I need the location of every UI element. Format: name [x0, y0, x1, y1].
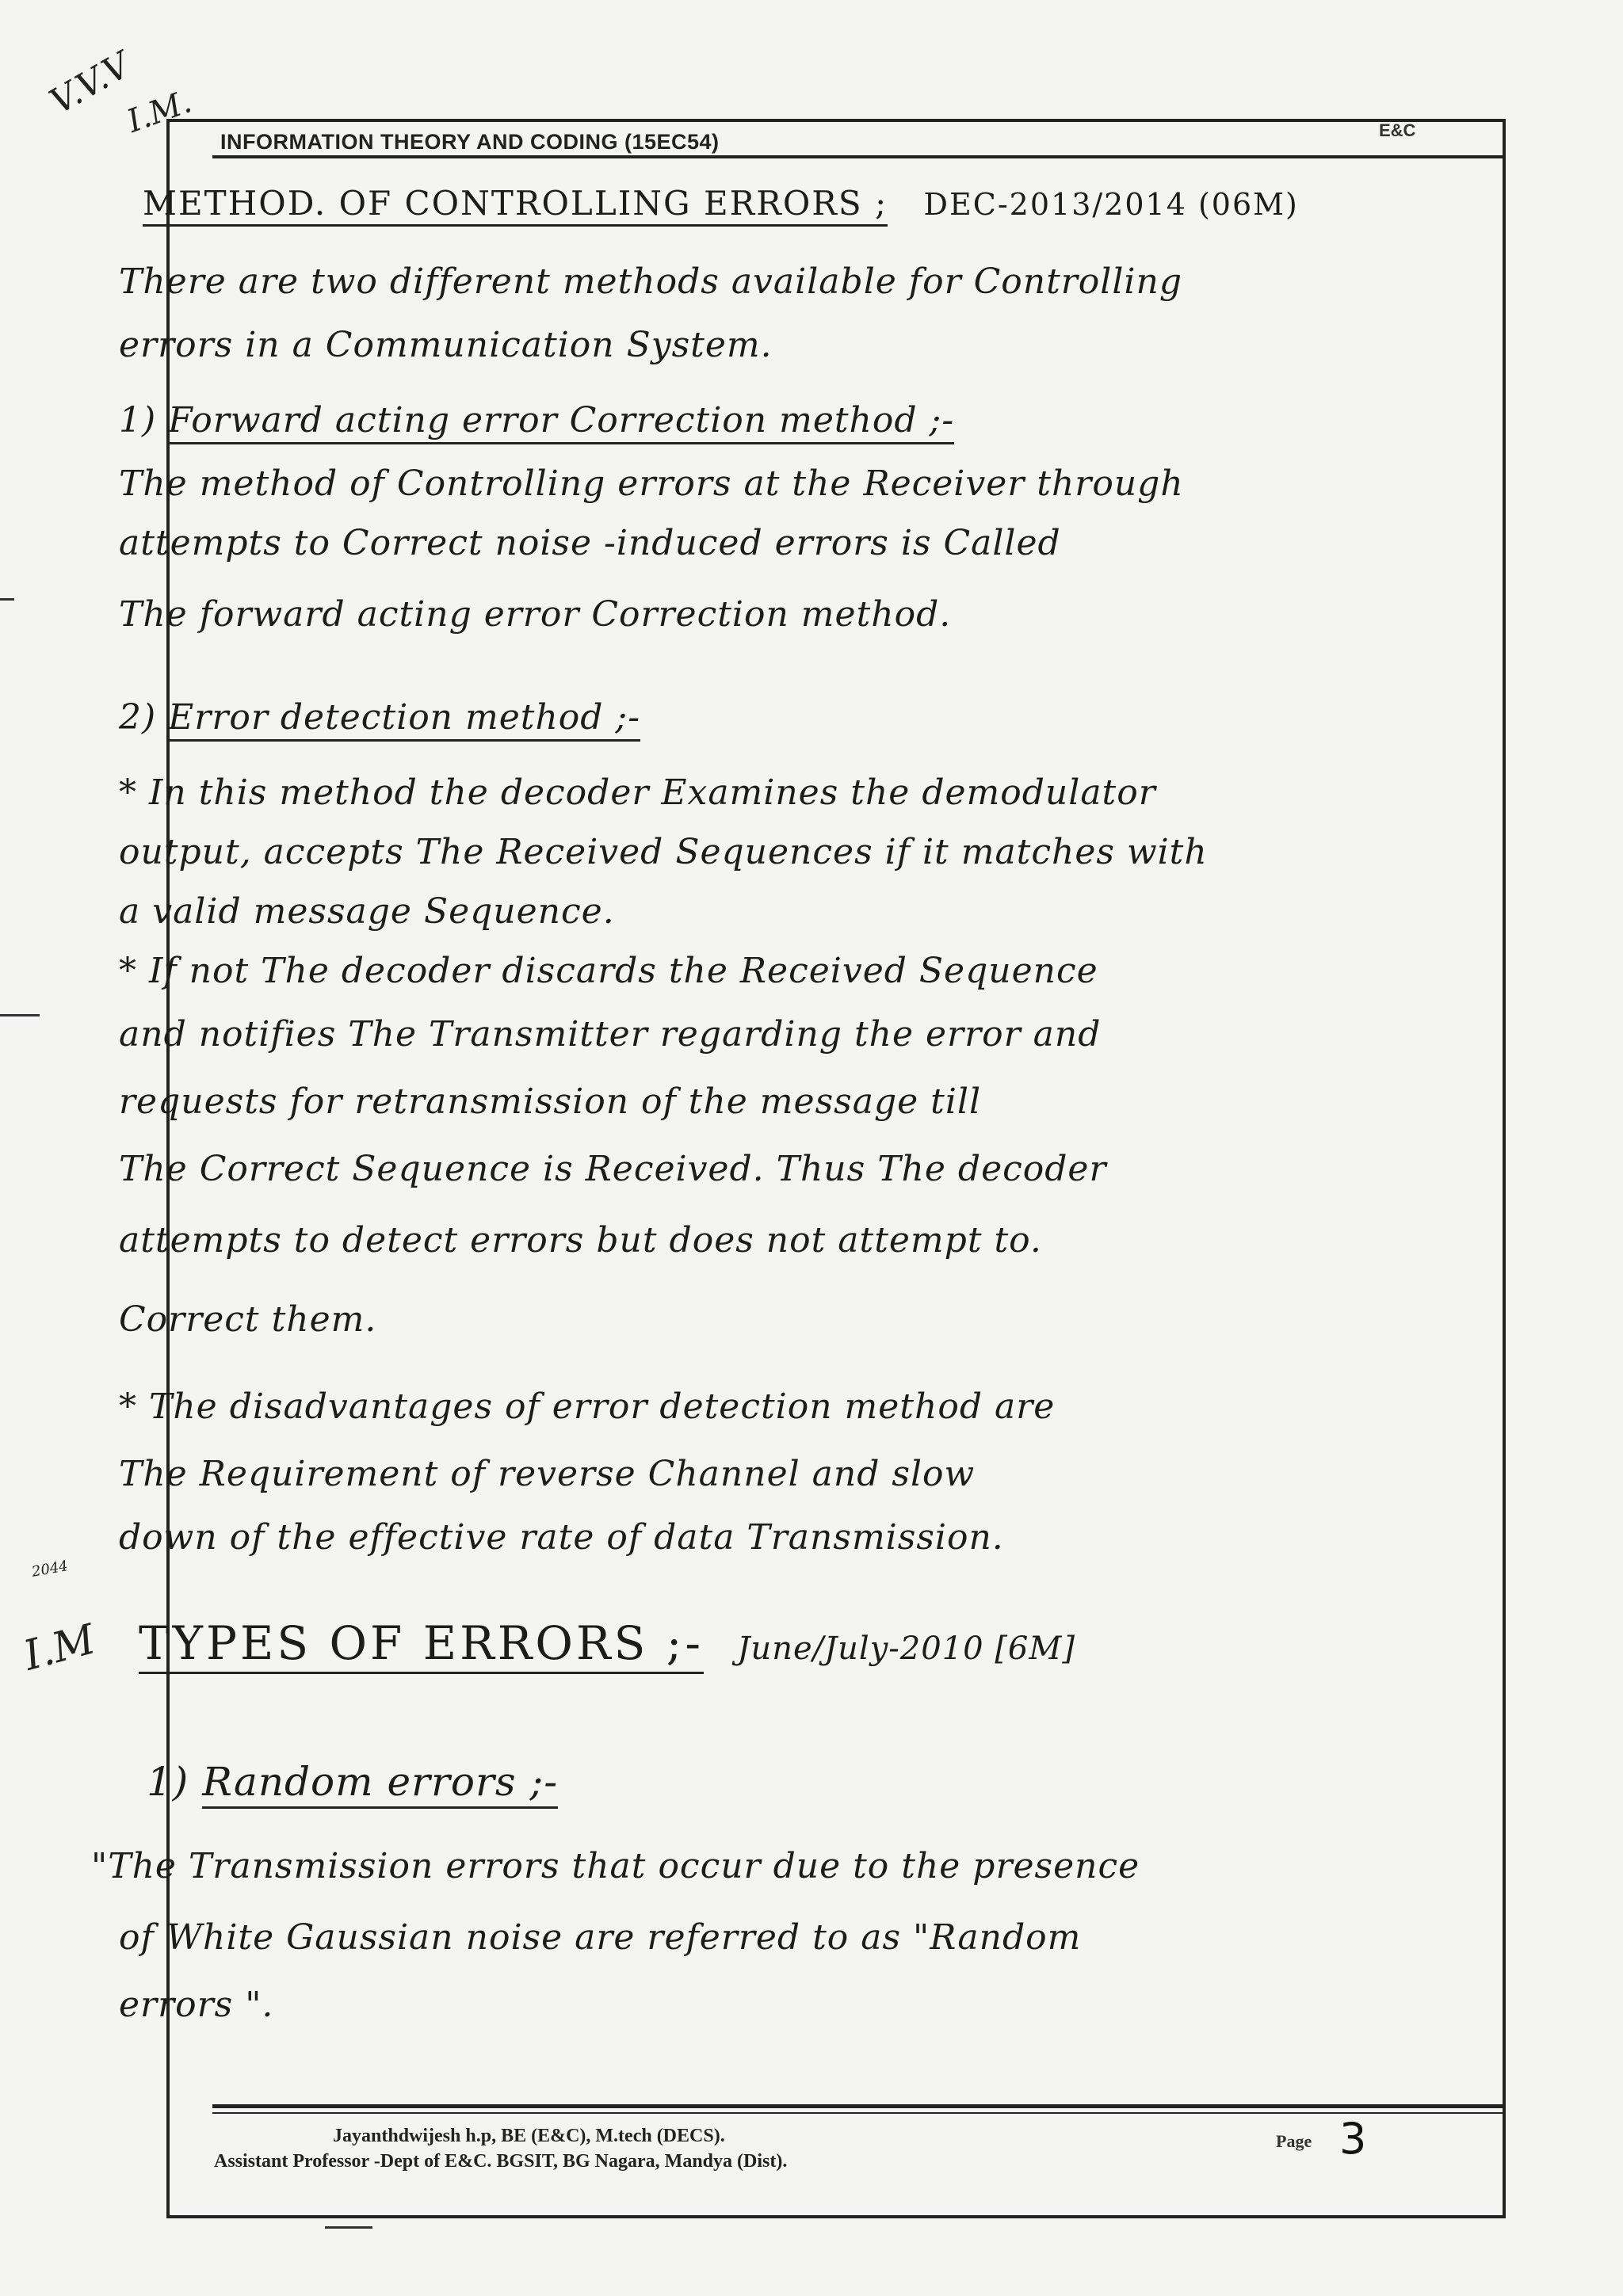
- footer-rule-thick: [212, 2104, 1506, 2108]
- text-line: The forward acting error Correction method.: [119, 594, 952, 635]
- subheading-number: 2): [119, 697, 157, 738]
- margin-note-im-top: I.M.: [122, 83, 197, 140]
- scan-mark: [0, 598, 14, 601]
- text-line: The method of Controlling errors at the Receiver through: [119, 463, 1184, 504]
- subheading-text: Random errors ;-: [202, 1759, 558, 1809]
- subheading-error-detection: [119, 697, 640, 738]
- text-line: The Requirement of reverse Channel and slow: [119, 1454, 976, 1494]
- text-line: * In this method the decoder Examines the demodulator: [119, 772, 1156, 813]
- footer-rule-thin: [212, 2112, 1506, 2114]
- text-line: The Correct Sequence is Received. Thus The decoder: [119, 1149, 1107, 1189]
- text-line: requests for retransmission of the message till: [119, 1081, 982, 1122]
- text-line: down of the effective rate of data Transmission.: [119, 1517, 1004, 1558]
- margin-note-small: 2044: [30, 1558, 70, 1581]
- text-line: * The disadvantages of error detection method are: [119, 1386, 1056, 1427]
- footer-author: Jayanthdwijesh h.p, BE (E&C), M.tech (DECS).: [333, 2126, 725, 2146]
- margin-note-vvv: V.V.V: [43, 44, 138, 123]
- subheading-text: Error detection method ;-: [168, 697, 640, 742]
- text-line: output, accepts The Received Sequences if it matches with: [119, 832, 1208, 872]
- text-line: attempts to Correct noise -induced errors is Called: [119, 523, 1061, 563]
- text-line: There are two different methods available for Controlling: [119, 261, 1183, 302]
- subheading-random-errors: [147, 1759, 558, 1805]
- text-line: of White Gaussian noise are referred to as "Random: [119, 1917, 1082, 1958]
- header-title: INFORMATION THEORY AND CODING (15EC54): [220, 130, 720, 154]
- text-line: errors ".: [119, 1985, 274, 2025]
- heading-types-ref: June/July-2010 [6M]: [737, 1630, 1075, 1667]
- subheading-number: 1): [119, 400, 157, 441]
- section-heading-types: [139, 1616, 1075, 1670]
- subheading-text: Forward acting error Correction method ;-: [168, 400, 954, 444]
- section-heading-methods: [143, 184, 1299, 223]
- footer-affiliation: Assistant Professor -Dept of E&C. BGSIT, BG Nagara, Mandya (Dist).: [214, 2151, 788, 2172]
- text-line: a valid message Sequence.: [119, 891, 615, 932]
- scan-mark: [325, 2226, 372, 2229]
- heading-methods-ref: DEC-2013/2014 (06M): [923, 187, 1299, 222]
- text-line: attempts to detect errors but does not attempt to.: [119, 1220, 1042, 1261]
- scan-mark: [0, 1014, 40, 1016]
- text-line: Correct them.: [119, 1299, 377, 1340]
- header-rule: [212, 155, 1506, 158]
- text-line: and notifies The Transmitter regarding the error and: [119, 1014, 1102, 1055]
- header-branch: E&C: [1379, 120, 1416, 140]
- subheading-forward-acting: [119, 400, 954, 441]
- heading-methods-text: METHOD. OF CONTROLLING ERRORS ;: [143, 184, 888, 227]
- subheading-number: 1): [147, 1759, 189, 1805]
- text-line: errors in a Communication System.: [119, 325, 773, 365]
- heading-types-text: TYPES OF ERRORS ;-: [139, 1616, 704, 1674]
- footer-page-label: Page: [1276, 2131, 1312, 2151]
- text-line: "The Transmission errors that occur due to the presence: [91, 1846, 1140, 1886]
- footer-page-number: 3: [1339, 2114, 1367, 2164]
- margin-note-im-left: I.M: [18, 1615, 101, 1680]
- text-line: * If not The decoder discards the Received Sequence: [119, 951, 1098, 991]
